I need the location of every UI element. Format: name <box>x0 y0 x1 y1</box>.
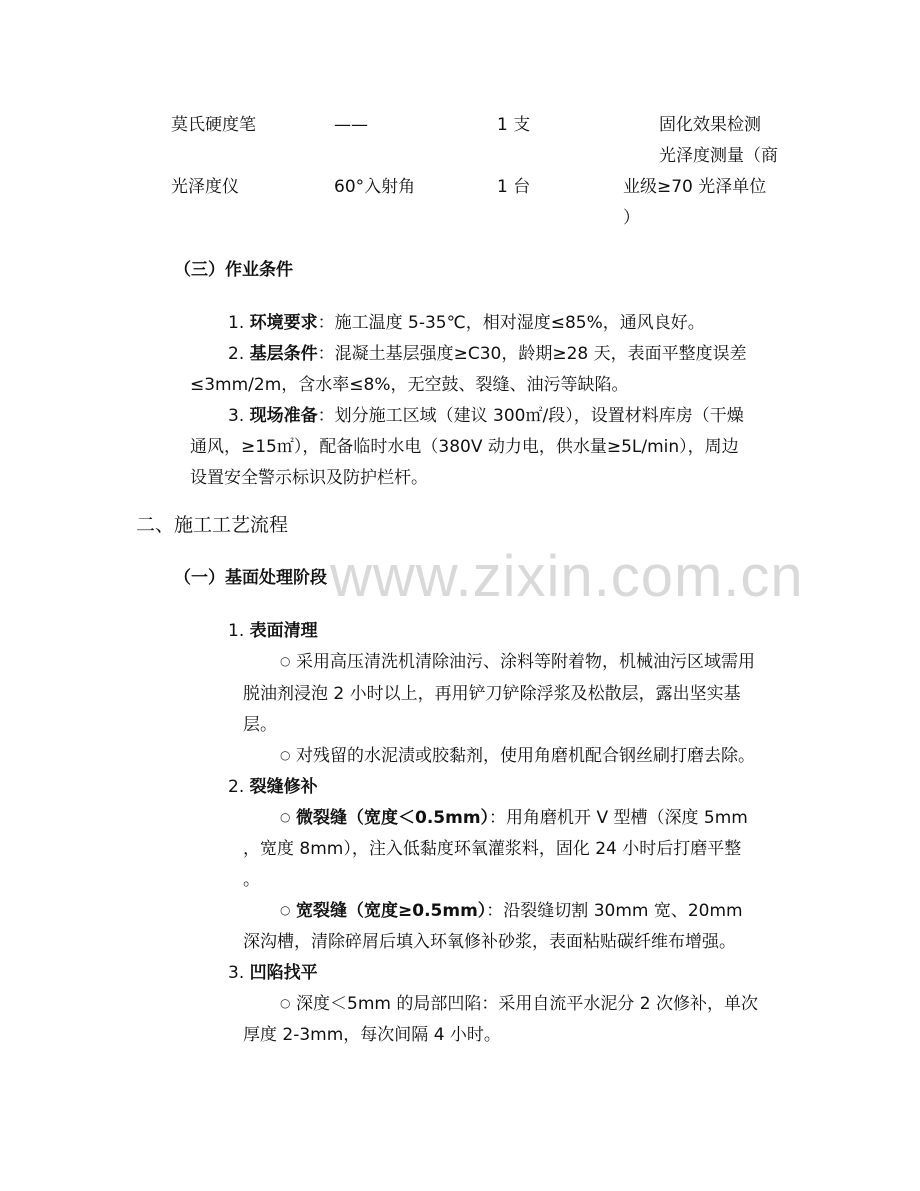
step3-title: 3. 凹陷找平 <box>228 963 318 983</box>
condition-env-label: 环境要求 <box>249 313 318 333</box>
step3-title-label: 凹陷找平 <box>249 963 318 983</box>
step1-title: 1. 表面清理 <box>228 621 318 641</box>
condition-base-text-line1: ：混凝土基层强度≥C30，龄期≥28 天，表面平整度误差 <box>317 344 747 364</box>
step1-bullet2-text: 对残留的水泥渍或胶黏剂，使用角磨机配合钢丝刷打磨去除。 <box>296 746 755 766</box>
step2-bullet2-text: ：沿裂缝切割 30mm 宽、20mm <box>486 901 743 921</box>
row2-use-line3: ） <box>623 208 640 228</box>
step1-bullet1-line1 <box>280 654 755 671</box>
row1-use: 固化效果检测 <box>659 115 761 135</box>
section-heading-work-conditions: （三）作业条件 <box>174 260 293 280</box>
step2-bullet2-line2: 深沟槽，清除碎屑后填入环氧修补砂浆，表面粘贴碳纤维布增强。 <box>243 932 736 952</box>
row2-name: 光泽度仪 <box>171 177 239 197</box>
section-heading-substrate-treatment: （一）基面处理阶段 <box>174 568 327 588</box>
condition-env: 1. 环境要求：施工温度 5-35℃，相对湿度≤85%，通风良好。 <box>228 313 705 333</box>
row1-qty: 1 支 <box>497 115 531 135</box>
row2-use-line1: 光泽度测量（商 <box>659 146 778 166</box>
step1-bullet1-line3: 层。 <box>243 715 277 735</box>
condition-site-text-line3: 设置安全警示标识及防护栏杆。 <box>190 468 428 488</box>
hollow-circle-bullet-icon: ○ <box>280 748 291 762</box>
step2-bullet1-line3: 。 <box>243 870 260 890</box>
condition-site: 3. 现场准备：划分施工区域（建议 300㎡/段），设置材料库房（干燥 <box>228 406 744 426</box>
condition-site-text-line1: ：划分施工区域（建议 300㎡/段），设置材料库房（干燥 <box>317 406 744 426</box>
step2-bullet2-line1 <box>280 903 743 920</box>
hollow-circle-bullet-icon: ○ <box>280 810 291 824</box>
row2-qty: 1 台 <box>497 177 531 197</box>
step2-bullet1-line2: ，宽度 8mm），注入低黏度环氧灌浆料，固化 24 小时后打磨平整 <box>243 839 742 859</box>
row2-use-line2: 业级≥70 光泽单位 <box>623 177 767 197</box>
condition-base-label: 基层条件 <box>249 344 318 364</box>
row1-name: 莫氏硬度笔 <box>171 115 256 135</box>
step2-bullet1-text: ：用角磨机开 V 型槽（深度 5mm <box>489 808 748 828</box>
hollow-circle-bullet-icon: ○ <box>280 903 291 917</box>
step2-title-label: 裂缝修补 <box>249 777 318 797</box>
step1-bullet1-text: 采用高压清洗机清除油污、涂料等附着物，机械油污区域需用 <box>296 652 755 672</box>
step2-bullet1-line1 <box>280 810 748 827</box>
condition-site-text-line2: 通风，≥15㎡），配备临时水电（380V 动力电，供水量≥5L/min），周边 <box>190 437 739 457</box>
condition-base-text-line2: ≤3mm/2m，含水率≤8%，无空鼓、裂缝、油污等缺陷。 <box>190 375 629 395</box>
watermark: www.zixin.com.cn <box>330 544 804 609</box>
step3-bullet1-line2: 厚度 2-3mm，每次间隔 4 小时。 <box>243 1025 501 1045</box>
step2-bullet1-label: 微裂缝（宽度＜0.5mm） <box>296 808 490 828</box>
step1-title-label: 表面清理 <box>249 621 318 641</box>
condition-env-text: ：施工温度 5-35℃，相对湿度≤85%，通风良好。 <box>317 313 705 333</box>
step2-bullet2-label: 宽裂缝（宽度≥0.5mm） <box>296 901 487 921</box>
step3-bullet1-line1 <box>280 996 758 1013</box>
condition-base: 2. 基层条件：混凝土基层强度≥C30，龄期≥28 天，表面平整度误差 <box>228 344 747 364</box>
row1-spec: —— <box>334 115 368 135</box>
step3-bullet1-text: 深度＜5mm 的局部凹陷：采用自流平水泥分 2 次修补，单次 <box>296 994 758 1014</box>
hollow-circle-bullet-icon: ○ <box>280 996 291 1010</box>
step2-title: 2. 裂缝修补 <box>228 777 318 797</box>
condition-site-label: 现场准备 <box>249 406 318 426</box>
step1-bullet1-line2: 脱油剂浸泡 2 小时以上，再用铲刀铲除浮浆及松散层，露出坚实基 <box>243 684 741 704</box>
row2-spec: 60°入射角 <box>334 177 416 197</box>
chapter-heading-process-flow: 二、施工工艺流程 <box>136 514 289 536</box>
step1-bullet2 <box>280 748 755 765</box>
hollow-circle-bullet-icon: ○ <box>280 654 291 668</box>
